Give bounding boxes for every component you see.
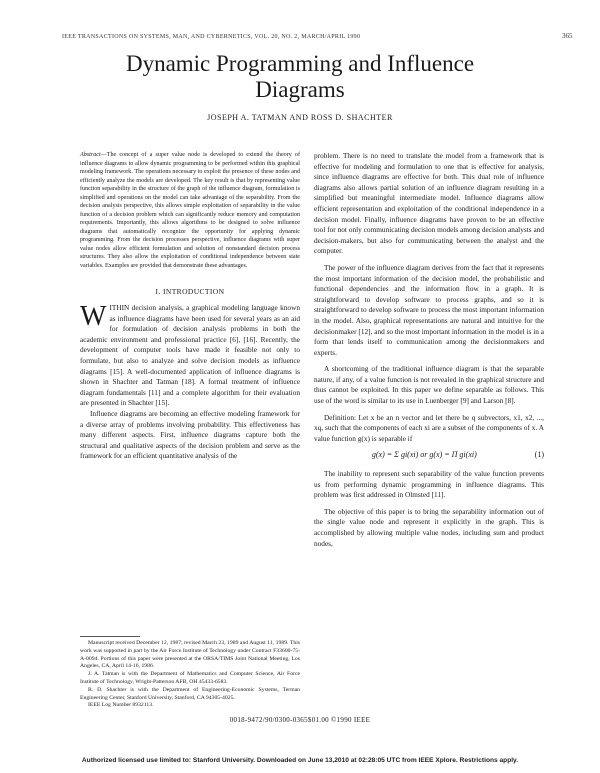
abstract [80, 151, 300, 270]
dropcap: W [80, 301, 107, 332]
footnote: Manuscript received December 12, 1987; revised March 23, 1989 and August 11, 1989. This work was supported in part by the Air Force Institute of Technology under Contract F33600-75-A-0094. Portions of this paper were presented at the ORSA/TIMS Joint National Meeting, Los Angeles, CA, April 14-16, 1986. [80, 640, 300, 670]
body-paragraph: The objective of this paper is to bring the separability information out of the single value node and represent it explicitly in the graph. This is accomplished by allowing multiple value nodes, including sum and product nodes, [314, 506, 544, 548]
equation-1 [314, 450, 544, 461]
running-head: IEEE TRANSACTIONS ON SYSTEMS, MAN, AND CYBERNETICS, VOL. 20, NO. 2, MARCH/APRIL 1990 [62, 34, 361, 40]
intro-paragraph: WITHIN decision analysis, a graphical modeling language known as influence diagrams have been used for several years as an aid for formulation of decision analysis problems in both the academic environment and professional practice [6], [16]. Recently, the development of computer tools have made it feasible not only to formulate, but also to analyze and solve decision models as influence diagrams [15]. A well-documented application of influence diagrams is shown in Shachter and Tatman [18]. A formal treatment of influence diagram fundamentals [11] and a complete algorithm for their evaluation are presented in Shachter [15]. [80, 301, 300, 408]
body-paragraph: problem. There is no need to translate the model from a framework that is effective for modeling and formulation to one that is effective for analysis, since influence diagrams are effective for both. This dual role of influence diagrams also allows partial solution of an influence diagram resulting in a simplified but meaningful intermediate model. Influence diagrams allow efficient representation and exploitation of the conditional independence in a decision model. Finally, influence diagrams have proven to be an effective tool for not only communicating decision models among decision analysts and decision-makers, but also for communicating between the analyst and the computer. [314, 151, 544, 256]
footnote: R. D. Shachter is with the Department of Engineering-Economic Systems, Terman Engineering Center, Stanford University, Stanford, CA 94305-4025. [80, 686, 300, 701]
body-paragraph: The power of the influence diagram derives from the fact that it represents the most important information of the decision model, the probabilistic and functional dependencies and the information flow in a graph. It is straightforward to develop software to process graphs, and so it is straightforward to develop software to process the most important information in the model. Also, graphical representations are natural and intuitive for the decisionmaker [12], and so the most important information in the model is in a form that lends itself to communication among the decisionmakers and experts. [314, 262, 544, 357]
page-number: 365 [562, 32, 573, 40]
footnote: J. A. Tatman is with the Department of Mathematics and Computer Science, Air Force Institute of Technology, Wright-Patterson AFB, OH 45433-6583. [80, 671, 300, 685]
copyright-line: 0018-9472/90/0300-0365$01.00 ©1990 IEEE [229, 716, 371, 724]
intro-paragraph: Influence diagrams are becoming an effective modeling framework for a diverse array of problems involving probability. This effectiveness has many different aspects. First, influence diagrams capture both the structural and qualitative aspects of the decision problem and serve as the framework for an efficient quantitative analysis of the [80, 408, 300, 461]
footnote-rule [80, 636, 140, 637]
authors: JOSEPH A. TATMAN AND ROSS D. SHACHTER [207, 113, 393, 122]
authorization-notice: Authorized licensed use limited to: Stanford University. Downloaded on June 13,2010 at 02:28:05 UTC from IEEE Xplore. Restrictions apply. [81, 757, 519, 764]
abstract-label: Abstract [80, 152, 101, 158]
abstract-text: —The concept of a super value node is developed to extend the theory of influence diagrams to allow dynamic programming to be performed within this graphical modeling framework. The operations necessary to exploit the presence of these nodes and efficiently analyze the models are developed. The key result is that by representing value function separability in the structure of the graph of the influence diagram, formulation is simplified and operations on the model can take advantage of the separability. From the decision analysis perspective, this allows simple exploitation of separability in the value function of a decision problem which can significantly reduce memory and computation requirements. Importantly, this allows algorithms to be designed to solve influence diagrams that automatically recognize the opportunity for applying dynamic programming. From the decision processes perspective, influence diagrams with super value nodes allow efficient formulation and solution of nonstandard decision process structures. They also allow the exploitation of conditional independence between state variables. Examples are provided that demonstrate these advantages. [80, 152, 300, 269]
paper-title-line2: Diagrams [255, 77, 345, 102]
footnote: IEEE Log Number 8932113. [88, 702, 154, 709]
right-column-body [314, 151, 544, 555]
definition: Definition: Let x be an n vector and let there be q subvectors, x1, x2, ..., xq, such that the components of each xi are a subset of the components of x. A value function g(x) is separable if [314, 412, 544, 443]
footnotes [80, 640, 300, 710]
section-heading-introduction: I. INTRODUCTION [155, 287, 225, 296]
body-paragraph: A shortcoming of the traditional influence diagram is that the separable nature, if any, of a value function is not revealed in the graphical structure and thus cannot be exploited. In this paper we define separable as follows. This use of the word is similar to its use in Luenberger [9] and Larson [8]. [314, 364, 544, 406]
body-paragraph: The inability to represent such separability of the value function prevents us from performing dynamic programming in influence diagrams. This problem was first addressed in Olmsted [11]. [314, 469, 544, 500]
introduction-body [80, 303, 300, 462]
equation-number: (1) [534, 450, 544, 460]
paper-title-line1: Dynamic Programming and Influence [125, 51, 475, 76]
equation-body: g(x) = Σ gi(xi) or g(x) = Π gi(xi) [371, 450, 477, 460]
